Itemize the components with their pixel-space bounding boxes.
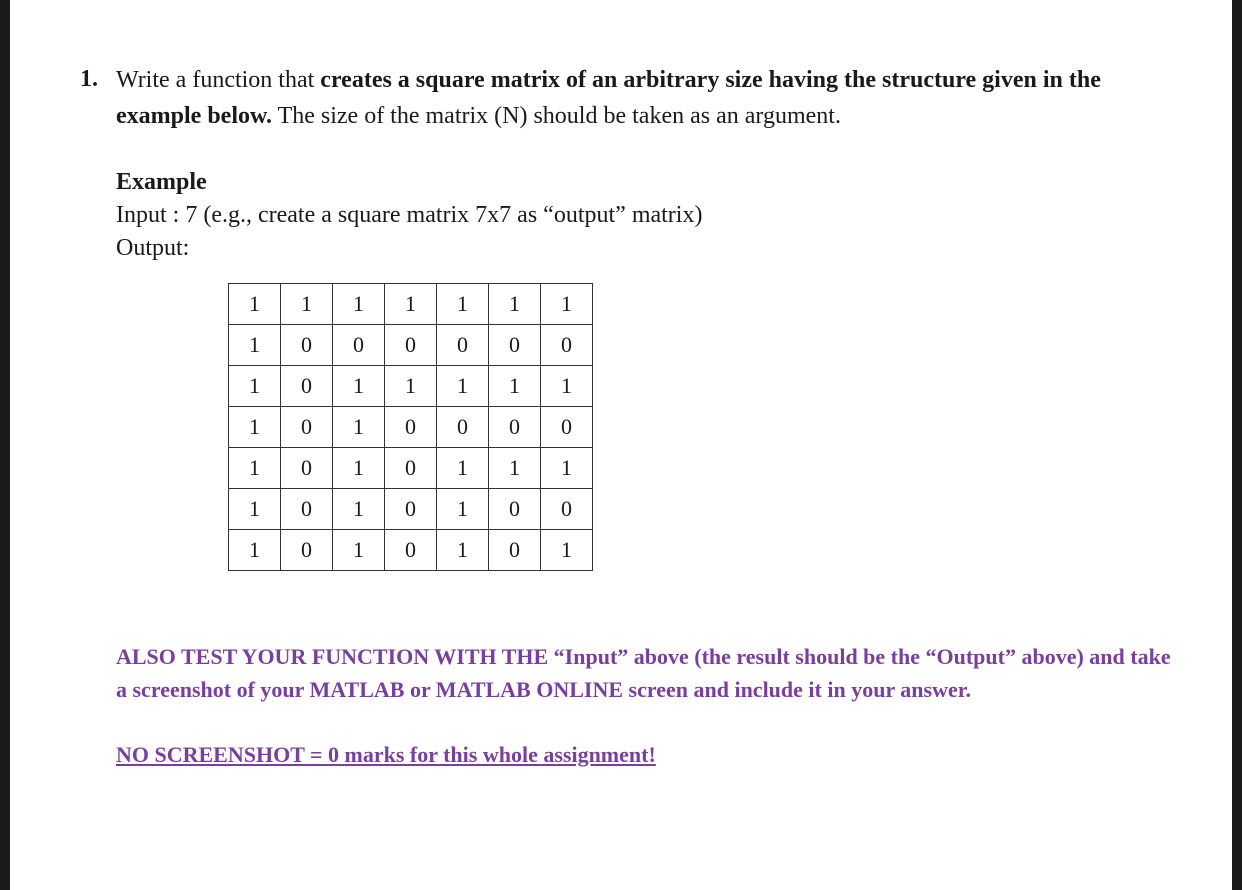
matrix-cell: 0	[489, 530, 541, 571]
matrix-cell: 1	[333, 284, 385, 325]
matrix-cell: 1	[437, 366, 489, 407]
matrix-cell: 1	[229, 489, 281, 530]
example-title: Example	[116, 169, 207, 195]
matrix-cell: 1	[385, 366, 437, 407]
matrix-cell: 0	[281, 530, 333, 571]
matrix-row	[229, 366, 593, 407]
matrix-cell: 1	[489, 366, 541, 407]
test-instruction-note: ALSO TEST YOUR FUNCTION WITH THE “Input” above (the result should be the “Output” above) and take a screenshot of your MATLAB or MATLAB ONLINE screen and include it in your answer.	[116, 644, 1171, 702]
matrix-cell: 1	[541, 366, 593, 407]
matrix-cell: 1	[541, 284, 593, 325]
example-block	[116, 166, 702, 265]
matrix-cell: 0	[281, 448, 333, 489]
matrix-cell: 1	[229, 448, 281, 489]
matrix-cell: 0	[385, 325, 437, 366]
matrix-row	[229, 530, 593, 571]
matrix-cell: 1	[437, 530, 489, 571]
matrix-cell: 0	[541, 489, 593, 530]
matrix-row	[229, 325, 593, 366]
matrix-cell: 0	[385, 407, 437, 448]
matrix-cell: 1	[541, 448, 593, 489]
matrix-cell: 1	[437, 284, 489, 325]
question-text-part-1: Write a function that	[116, 67, 321, 93]
question-text-part-2: The size of the matrix (N) should be taken as an argument.	[272, 103, 841, 129]
question-text	[116, 62, 1176, 134]
matrix-cell: 0	[489, 489, 541, 530]
matrix-cell: 0	[281, 325, 333, 366]
matrix-cell: 1	[437, 489, 489, 530]
matrix-cell: 1	[385, 284, 437, 325]
matrix-cell: 0	[489, 325, 541, 366]
example-output-label: Output:	[116, 235, 190, 261]
matrix-cell: 1	[229, 407, 281, 448]
matrix-cell: 1	[333, 407, 385, 448]
question-number: 1.	[80, 66, 98, 92]
matrix-cell: 1	[437, 448, 489, 489]
matrix-cell: 1	[333, 448, 385, 489]
matrix-row	[229, 407, 593, 448]
matrix-cell: 0	[385, 489, 437, 530]
matrix-cell: 1	[281, 284, 333, 325]
matrix-cell: 0	[281, 366, 333, 407]
output-matrix	[228, 283, 593, 571]
matrix-cell: 0	[541, 325, 593, 366]
matrix-cell: 1	[333, 366, 385, 407]
matrix-cell: 0	[385, 448, 437, 489]
question-text-bold: creates a square matrix of an arbitrary size having the structure given in the example below.	[116, 67, 1101, 129]
screenshot-warning: NO SCREENSHOT = 0 marks for this whole assignment!	[116, 742, 656, 767]
matrix-cell: 0	[281, 407, 333, 448]
matrix-cell: 0	[541, 407, 593, 448]
matrix-cell: 1	[333, 530, 385, 571]
matrix-cell: 0	[385, 530, 437, 571]
matrix-row	[229, 284, 593, 325]
matrix-cell: 1	[229, 366, 281, 407]
matrix-cell: 1	[489, 284, 541, 325]
matrix-cell: 0	[437, 407, 489, 448]
matrix-row	[229, 489, 593, 530]
matrix-cell: 0	[437, 325, 489, 366]
matrix-cell: 1	[229, 284, 281, 325]
matrix-cell: 1	[229, 325, 281, 366]
matrix-cell: 1	[333, 489, 385, 530]
example-input-line: Input : 7 (e.g., create a square matrix 7x7 as “output” matrix)	[116, 202, 703, 228]
matrix-cell: 1	[489, 448, 541, 489]
matrix-cell: 1	[229, 530, 281, 571]
document-page	[10, 0, 1232, 890]
matrix-cell: 0	[489, 407, 541, 448]
matrix-cell: 0	[333, 325, 385, 366]
matrix-cell: 1	[541, 530, 593, 571]
matrix-cell: 0	[281, 489, 333, 530]
matrix-row	[229, 448, 593, 489]
